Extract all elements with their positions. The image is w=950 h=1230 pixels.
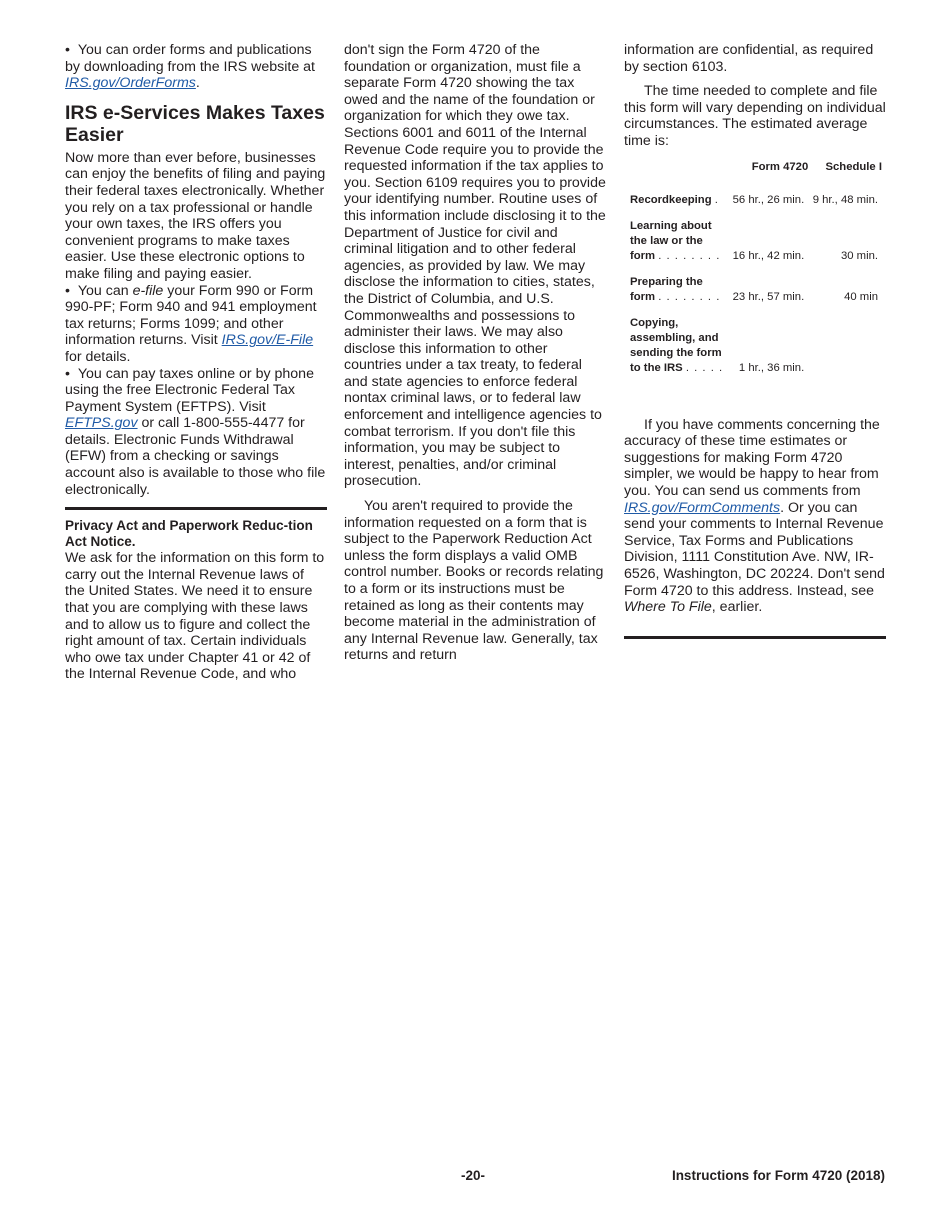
heading-privacy-act: Privacy Act and Paperwork Reduc-tion Act Notice.	[65, 518, 313, 550]
end-divider	[624, 636, 886, 639]
paragraph-comments: If you have comments concerning the accuracy of these time estimates or suggestions for making Form 4720 simpler, we would be happy to hear from you. You can send us comments from IRS.gov/FormComments. Or you can send your comments to Internal Revenue Service, Tax Forms and Publications Division, 1111 Constitution Ave. NW, IR-6526, Washington, DC 20224. Don't send Form 4720 to this address. Instead, see Where To File, earlier.	[624, 416, 885, 616]
time-estimate-table	[626, 160, 884, 387]
paragraph-paperwork: You aren't required to provide the information requested on a form that is subject to the Paperwork Reduction Act unless the form displays a valid OMB control number. Books or records relating to a form or its instructions must be retained as long as their contents may become material in the administration of any Internal Revenue law. Generally, tax returns and return	[344, 498, 604, 664]
column-3	[624, 42, 886, 639]
table-row: Learning about the law or the form . . . . . . . . 16 hr., 42 min. 30 min.	[630, 219, 878, 262]
paragraph-privacy-continued: don't sign the Form 4720 of the foundation or organization, must file a separate Form 4720 showing the tax owed and the name of the foundation or organization for which they owe tax. Sections 6001 and 6011 of the Internal Revenue Code require you to provide the requested information if the tax applies to you. Section 6109 requires you to provide your identifying number. Routine uses of this information include disclosing it to the Department of Justice for civil and criminal litigation and to other federal agencies, as provided by law. We may disclose the information to cities, states, the District of Columbia, and U.S. Commonwealths and possessions to administer their laws. We may also disclose this information to other countries under a tax treaty, to federal and state agencies to enforce federal nontax criminal laws, or to federal law enforcement and intelligence agencies to combat terrorism. If you don't file this information, you may be subject to interest, penalties, and/or criminal prosecution.	[344, 42, 606, 490]
column-2	[344, 42, 606, 664]
paragraph-eservices: Now more than ever before, businesses can enjoy the benefits of filing and paying their federal taxes electronically. Whether you rely on a tax professional or handle your own taxes, the IRS offers you convenient programs to make taxes easier. Use these electronic options to make filing and paying easier.	[65, 149, 326, 282]
bullet-efile: • You can e-file your Form 990 or Form 990-PF; Form 940 and 941 employment tax returns; Forms 1099; and other information returns. Visit IRS.gov/E-File for details.	[65, 283, 327, 366]
table-row: Recordkeeping . 56 hr., 26 min. 9 hr., 48 min.	[630, 193, 878, 206]
heading-eservices: IRS e-Services Makes Taxes Easier	[65, 101, 325, 146]
bullet-order-forms: • You can order forms and publications by downloading from the IRS website at IRS.gov/OrderForms.	[65, 42, 327, 92]
table-header-row	[626, 160, 884, 193]
efile-link[interactable]: IRS.gov/E-File	[221, 332, 314, 349]
table-row: Preparing the form . . . . . . . . 23 hr., 57 min. 40 min	[630, 275, 878, 303]
eftps-link[interactable]: EFTPS.gov	[65, 415, 138, 432]
header-form-4720: Form 4720	[751, 160, 809, 173]
paragraph-time-estimate: The time needed to complete and file this form will vary depending on individual circumstances. The estimated average time is:	[624, 83, 886, 149]
paragraph-confidential: information are confidential, as required by section 6103.	[624, 42, 874, 75]
paragraph-privacy-act: We ask for the information on this form to carry out the Internal Revenue laws of the United States. We need it to ensure that you are complying with these laws and to allow us to figure and collect the right amount of tax. Certain individuals who owe tax under Chapter 41 or 42 of the Internal Revenue Code, and who	[65, 550, 325, 683]
page-number: -20-	[461, 1168, 486, 1183]
column-1	[65, 42, 327, 683]
form-comments-link[interactable]: IRS.gov/FormComments	[624, 499, 781, 516]
bullet-pay-taxes: • You can pay taxes online or by phone using the free Electronic Federal Tax Payment System (EFTPS). Visit EFTPS.gov or call 1-800-555-4477 for details. Electronic Funds Withdrawal (EFW) from a checking or savings account also is available to those who file electronically.	[65, 366, 327, 499]
form-title-footer: Instructions for Form 4720 (2018)	[671, 1168, 885, 1183]
table-row: Copying, assembling, and sending the form to the IRS . . . . . 1 hr., 36 min.	[630, 316, 805, 374]
section-divider	[65, 507, 327, 510]
order-forms-link[interactable]: IRS.gov/OrderForms	[65, 75, 196, 92]
header-schedule-i: Schedule I	[825, 160, 882, 173]
